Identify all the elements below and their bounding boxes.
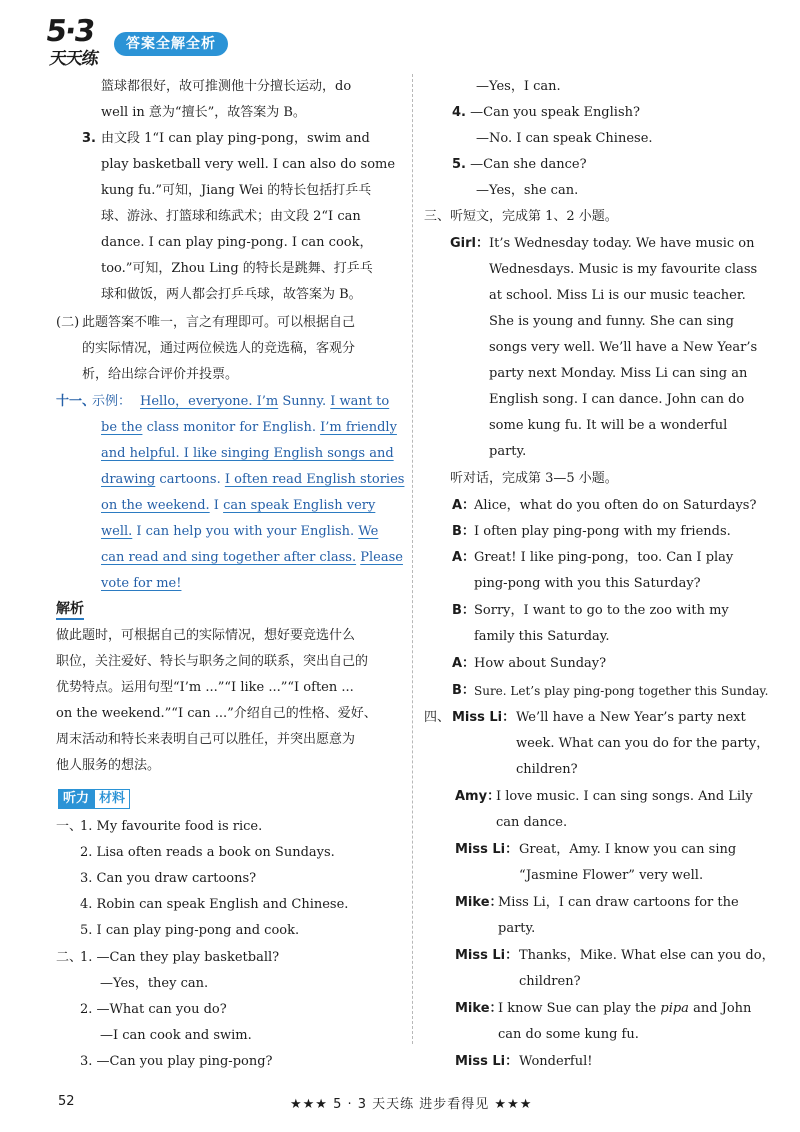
logo-top-text: 5·3 bbox=[43, 14, 96, 49]
analysis-line: on the weekend.”“I can ...”介绍自己的性格、爱好、 bbox=[56, 706, 377, 721]
s2-question bbox=[452, 156, 587, 174]
s4-seg-italic: pipa bbox=[660, 1001, 689, 1016]
q11-line bbox=[101, 471, 404, 489]
s1-item-number: 1. bbox=[80, 819, 93, 834]
s1-item bbox=[80, 870, 256, 888]
q10-cont-line: well in 意为“擅长”，故答案为 B。 bbox=[101, 105, 306, 120]
q10-3-line: too.”可知，Zhou Ling 的特长是跳舞、打乒乓 bbox=[101, 261, 373, 276]
girl-line: It’s Wednesday today. We have music on bbox=[489, 236, 755, 251]
s2-question bbox=[80, 949, 279, 967]
dialog-line: Sure. Let’s play ping-pong together this Sunday. bbox=[474, 684, 769, 698]
s4-line: week. What can you do for the party， bbox=[516, 736, 770, 751]
girl-line: some kung fu. It will be a wonderful bbox=[489, 418, 728, 433]
listening-material-tag bbox=[58, 789, 130, 809]
q11-seg: on the weekend. bbox=[101, 498, 210, 513]
girl-line: party next Monday. Miss Li can sing an bbox=[489, 366, 748, 381]
s4-line: “Jasmine Flower” very well. bbox=[519, 868, 704, 883]
speaker-miss-li: Miss Li： bbox=[455, 1054, 519, 1069]
section-4-label: 四、 bbox=[424, 710, 451, 725]
q11-seg: Hello，everyone. I’m bbox=[140, 394, 279, 409]
dialog-line: How about Sunday? bbox=[474, 656, 607, 671]
s1-item-number: 3. bbox=[80, 871, 93, 886]
s4-line: Great，Amy. I know you can sing bbox=[519, 842, 737, 857]
speaker-mike: Mike： bbox=[455, 895, 503, 910]
s2-question bbox=[80, 1053, 273, 1071]
s1-item-text: My favourite food is rice. bbox=[96, 819, 263, 834]
q11-seg: can speak English very bbox=[223, 498, 376, 513]
q10-3-number: 3. bbox=[82, 131, 96, 146]
girl-line: party. bbox=[489, 444, 527, 459]
section-2-label: 二、 bbox=[56, 950, 83, 965]
s4-line: party. bbox=[498, 921, 536, 936]
dialog-line: Sorry，I want to go to the zoo with my bbox=[474, 603, 729, 618]
s2-number: 5. bbox=[452, 157, 466, 172]
s2-question-text: —Can they play basketball? bbox=[96, 950, 280, 965]
q11-seg: Sunny. bbox=[278, 394, 331, 409]
q11-seg: and helpful. I like singing English songs and bbox=[101, 446, 394, 461]
s1-item-text: Robin can speak English and Chinese. bbox=[96, 897, 349, 912]
analysis-line: 做此题时，可根据自己的实际情况，想好要竞选什么 bbox=[56, 628, 356, 643]
listening-tag-part: 听力 bbox=[58, 789, 94, 809]
s2-question-text: —Can you play ping-pong? bbox=[96, 1054, 273, 1069]
s4-line: children? bbox=[519, 974, 581, 989]
dialog-line: I often play ping-pong with my friends. bbox=[474, 524, 731, 539]
q11-seg: cartoons. bbox=[155, 472, 225, 487]
s1-item bbox=[80, 818, 262, 836]
s1-item-number: 4. bbox=[80, 897, 93, 912]
girl-line: Wednesdays. Music is my favourite class bbox=[489, 262, 758, 277]
dialog-line: ping-pong with you this Saturday? bbox=[474, 576, 701, 591]
q11-seg: I want to bbox=[330, 394, 390, 409]
q11-label: 十一、 bbox=[56, 394, 96, 409]
s4-line: Wonderful! bbox=[519, 1054, 593, 1069]
speaker: B： bbox=[452, 524, 475, 539]
q10-3-line: dance. I can play ping-pong. I can cook， bbox=[101, 235, 373, 250]
s1-item-text: Lisa often reads a book on Sundays. bbox=[96, 845, 335, 860]
speaker-miss-li: Miss Li： bbox=[455, 948, 519, 963]
s2-answer: —Yes，she can. bbox=[476, 183, 579, 198]
q11-prefix: 示例： bbox=[92, 394, 132, 409]
q11-line bbox=[101, 523, 378, 541]
s2-answer: —Yes，they can. bbox=[100, 976, 209, 991]
s4-line: can do some kung fu. bbox=[498, 1027, 639, 1042]
q11-seg: well. bbox=[101, 524, 133, 539]
q11-seg: drawing bbox=[101, 472, 156, 487]
girl-line: She is young and funny. She can sing bbox=[489, 314, 734, 329]
q10-3-line: 球、游泳、打篮球和练武术；由文段 2“I can bbox=[101, 209, 361, 224]
section-3-title: 听短文，完成第 1、2 小题。 bbox=[450, 209, 618, 224]
material-tag-part: 材料 bbox=[94, 789, 130, 809]
speaker: A： bbox=[452, 656, 476, 671]
s2-question-text: —Can she dance? bbox=[470, 157, 587, 172]
speaker-girl: Girl： bbox=[450, 236, 489, 251]
s4-line: We’ll have a New Year’s party next bbox=[516, 710, 746, 725]
speaker-amy: Amy： bbox=[455, 789, 501, 804]
q10-2-line: 的实际情况，通过两位候选人的竞选稿，客观分 bbox=[82, 341, 356, 356]
s4-line bbox=[498, 1000, 751, 1018]
q11-seg: vote for me! bbox=[101, 576, 182, 591]
speaker-mike: Mike： bbox=[455, 1001, 503, 1016]
s4-line: can dance. bbox=[496, 815, 568, 830]
s4-line: Miss Li，I can draw cartoons for the bbox=[498, 895, 739, 910]
girl-line: songs very well. We’ll have a New Year’s bbox=[489, 340, 758, 355]
dialog-line: family this Saturday. bbox=[474, 629, 610, 644]
section-1-label: 一、 bbox=[56, 819, 83, 834]
q11-line bbox=[101, 419, 397, 437]
girl-line: English song. I can dance. John can do bbox=[489, 392, 745, 407]
s1-item-number: 2. bbox=[80, 845, 93, 860]
column-divider bbox=[412, 74, 413, 1044]
s2-answer: —I can cook and swim. bbox=[100, 1028, 252, 1043]
s1-item-text: I can play ping-pong and cook. bbox=[96, 923, 300, 938]
q11-seg: I bbox=[209, 498, 224, 513]
q11-seg: can read and sing together after class. bbox=[101, 550, 357, 565]
q10-2-line: 此题答案不唯一，言之有理即可。可以根据自己 bbox=[82, 315, 356, 330]
s4-line: I love music. I can sing songs. And Lily bbox=[496, 789, 753, 804]
q10-3-line: 球和做饭，两人都会打乒乓球，故答案为 B。 bbox=[101, 287, 362, 302]
q11-seg: Please bbox=[360, 550, 403, 565]
analysis-line: 他人服务的想法。 bbox=[56, 758, 161, 773]
s2-question bbox=[80, 1001, 227, 1019]
header-badge: 答案全解全析 bbox=[114, 32, 228, 56]
s2-answer: —No. I can speak Chinese. bbox=[476, 131, 653, 146]
analysis-line: 优势特点。运用句型“I’m ...”“I like ...”“I often ... bbox=[56, 680, 354, 695]
analysis-line: 周末活动和特长来表明自己可以胜任，并突出愿意为 bbox=[56, 732, 356, 747]
dialog-line: Alice，what do you often do on Saturdays? bbox=[474, 498, 757, 513]
s4-seg: I know Sue can play the bbox=[498, 1001, 661, 1016]
s1-item bbox=[80, 922, 299, 940]
q11-line bbox=[101, 445, 394, 463]
q10-3-line: play basketball very well. I can also do some bbox=[101, 157, 396, 172]
q11-line bbox=[101, 497, 375, 515]
s2-question-text: —Can you speak English? bbox=[470, 105, 640, 120]
page-number: 52 bbox=[58, 1094, 75, 1109]
s2-question bbox=[452, 104, 640, 122]
q10-2-label: (二) bbox=[56, 315, 80, 330]
logo-53 bbox=[43, 14, 110, 69]
s1-item bbox=[80, 896, 348, 914]
q10-cont-line: 篮球都很好，故可推测他十分擅长运动，do bbox=[101, 79, 352, 94]
q11-seg: I’m friendly bbox=[320, 420, 397, 435]
q11-line bbox=[101, 549, 403, 567]
q11-seg: I can help you with your English. bbox=[132, 524, 359, 539]
logo-bottom-text: 天天练 bbox=[48, 49, 100, 69]
q10-3-line: kung fu.”可知，Jiang Wei 的特长包括打乒乓 bbox=[101, 183, 372, 198]
s2-number: 2. bbox=[80, 1002, 93, 1017]
speaker: B： bbox=[452, 603, 475, 618]
analysis-line: 职位，关注爱好、特长与职务之间的联系，突出自己的 bbox=[56, 654, 369, 669]
speaker: B： bbox=[452, 683, 475, 698]
speaker-miss-li: Miss Li： bbox=[455, 842, 519, 857]
q11-seg: We bbox=[358, 524, 379, 539]
s1-item-number: 5. bbox=[80, 923, 93, 938]
q10-2-line: 析，给出综合评价并投票。 bbox=[82, 367, 239, 382]
dialog-line: Great! I like ping-pong，too. Can I play bbox=[474, 550, 734, 565]
s1-item bbox=[80, 844, 335, 862]
speaker: A： bbox=[452, 498, 476, 513]
section-3-label: 三、 bbox=[424, 209, 451, 224]
analysis-title: 解析 bbox=[56, 600, 84, 620]
q11-seg: I often read English stories bbox=[224, 472, 405, 487]
speaker: A： bbox=[452, 550, 476, 565]
q11-seg: be the bbox=[101, 420, 143, 435]
speaker-miss-li: Miss Li： bbox=[452, 710, 516, 725]
girl-line: at school. Miss Li is our music teacher. bbox=[489, 288, 746, 303]
q11-line bbox=[101, 575, 181, 593]
q10-3-line: 由文段 1“I can play ping-pong，swim and bbox=[101, 131, 370, 146]
s4-line: children? bbox=[516, 762, 578, 777]
dialog-title: 听对话，完成第 3—5 小题。 bbox=[450, 471, 618, 486]
s2-number: 4. bbox=[452, 105, 466, 120]
s1-item-text: Can you draw cartoons? bbox=[96, 871, 257, 886]
s4-line: Thanks，Mike. What else can you do， bbox=[519, 948, 775, 963]
footer-slogan: ★★★ 5 · 3 天天练 进步看得见 ★★★ bbox=[290, 1097, 533, 1112]
s2-answer: —Yes，I can. bbox=[476, 79, 561, 94]
s2-number: 1. bbox=[80, 950, 93, 965]
s2-question-text: —What can you do? bbox=[96, 1002, 227, 1017]
q11-line bbox=[140, 393, 389, 411]
q11-seg: class monitor for English. bbox=[142, 420, 321, 435]
s2-number: 3. bbox=[80, 1054, 93, 1069]
s4-seg: and John bbox=[688, 1001, 752, 1016]
